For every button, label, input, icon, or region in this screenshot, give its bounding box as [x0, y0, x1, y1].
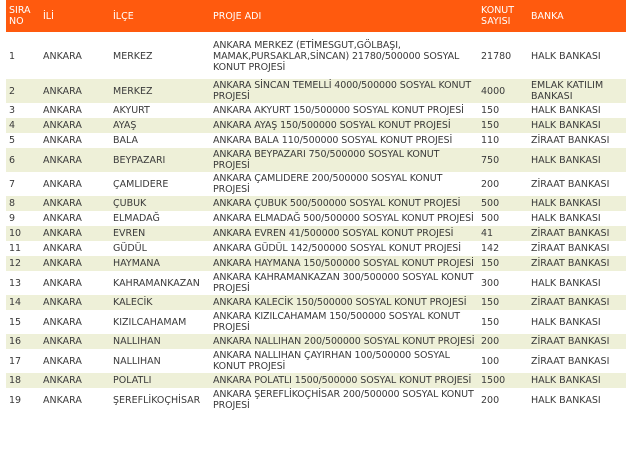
cell-ilce: MERKEZ: [110, 33, 210, 80]
cell-konut-sayisi: 41: [478, 226, 528, 241]
table-header: [6, 0, 626, 33]
cell-sira-no: 3: [6, 103, 40, 118]
cell-banka: ZİRAAT BANKASI: [528, 349, 626, 373]
table-body: [6, 33, 626, 413]
cell-proje-adi: ANKARA ŞEREFLİKOÇHİSAR 200/500000 SOSYAL KONUT PROJESİ: [210, 388, 478, 412]
cell-proje-adi: ANKARA KIZILCAHAMAM 150/500000 SOSYAL KONUT PROJESİ: [210, 310, 478, 334]
cell-banka: EMLAK KATILIM BANKASI: [528, 79, 626, 103]
cell-sira-no: 2: [6, 79, 40, 103]
cell-konut-sayisi: 750: [478, 148, 528, 172]
cell-banka: ZİRAAT BANKASI: [528, 226, 626, 241]
cell-proje-adi: ANKARA NALLIHAN ÇAYIRHAN 100/500000 SOSYAL KONUT PROJESİ: [210, 349, 478, 373]
cell-konut-sayisi: 150: [478, 118, 528, 133]
table-row: [6, 373, 626, 388]
cell-il: ANKARA: [40, 103, 110, 118]
table-row: [6, 196, 626, 211]
cell-proje-adi: ANKARA BALA 110/500000 SOSYAL KONUT PROJESİ: [210, 133, 478, 148]
cell-konut-sayisi: 200: [478, 172, 528, 196]
cell-sira-no: 11: [6, 241, 40, 256]
cell-ilce: BEYPAZARI: [110, 148, 210, 172]
cell-il: ANKARA: [40, 133, 110, 148]
table-row: [6, 334, 626, 349]
cell-banka: HALK BANKASI: [528, 388, 626, 412]
cell-konut-sayisi: 150: [478, 256, 528, 271]
cell-sira-no: 8: [6, 196, 40, 211]
table-row: [6, 241, 626, 256]
cell-il: ANKARA: [40, 211, 110, 226]
cell-il: ANKARA: [40, 148, 110, 172]
cell-proje-adi: ANKARA KALECİK 150/500000 SOSYAL KONUT PROJESİ: [210, 295, 478, 310]
cell-banka: HALK BANKASI: [528, 148, 626, 172]
cell-sira-no: 10: [6, 226, 40, 241]
cell-proje-adi: ANKARA ÇUBUK 500/500000 SOSYAL KONUT PROJESİ: [210, 196, 478, 211]
cell-il: ANKARA: [40, 295, 110, 310]
table-row: [6, 226, 626, 241]
cell-sira-no: 17: [6, 349, 40, 373]
cell-proje-adi: ANKARA GÜDÜL 142/500000 SOSYAL KONUT PROJESİ: [210, 241, 478, 256]
cell-ilce: AKYURT: [110, 103, 210, 118]
cell-konut-sayisi: 200: [478, 388, 528, 412]
cell-proje-adi: ANKARA ÇAMLIDERE 200/500000 SOSYAL KONUT PROJESİ: [210, 172, 478, 196]
cell-banka: HALK BANKASI: [528, 211, 626, 226]
cell-proje-adi: ANKARA SİNCAN TEMELLİ 4000/500000 SOSYAL KONUT PROJESİ: [210, 79, 478, 103]
cell-banka: ZİRAAT BANKASI: [528, 256, 626, 271]
cell-sira-no: 9: [6, 211, 40, 226]
cell-ilce: EVREN: [110, 226, 210, 241]
cell-banka: ZİRAAT BANKASI: [528, 133, 626, 148]
table-row: [6, 118, 626, 133]
cell-ilce: NALLIHAN: [110, 349, 210, 373]
table-row: [6, 211, 626, 226]
cell-sira-no: 12: [6, 256, 40, 271]
table-row: [6, 295, 626, 310]
cell-konut-sayisi: 4000: [478, 79, 528, 103]
cell-banka: HALK BANKASI: [528, 310, 626, 334]
header-konut-sayisi: KONUT SAYISI: [478, 0, 528, 33]
cell-sira-no: 6: [6, 148, 40, 172]
header-sira-no: SIRA NO: [6, 0, 40, 33]
cell-sira-no: 5: [6, 133, 40, 148]
cell-ilce: ÇAMLIDERE: [110, 172, 210, 196]
cell-il: ANKARA: [40, 373, 110, 388]
cell-il: ANKARA: [40, 256, 110, 271]
cell-sira-no: 16: [6, 334, 40, 349]
cell-banka: ZİRAAT BANKASI: [528, 172, 626, 196]
cell-konut-sayisi: 300: [478, 271, 528, 295]
table-row: [6, 133, 626, 148]
cell-banka: ZİRAAT BANKASI: [528, 295, 626, 310]
cell-banka: HALK BANKASI: [528, 373, 626, 388]
cell-il: ANKARA: [40, 118, 110, 133]
header-proje-adi: PROJE ADI: [210, 0, 478, 33]
cell-banka: ZİRAAT BANKASI: [528, 241, 626, 256]
header-ilce: İLÇE: [110, 0, 210, 33]
table-row: [6, 103, 626, 118]
cell-ilce: GÜDÜL: [110, 241, 210, 256]
cell-proje-adi: ANKARA NALLIHAN 200/500000 SOSYAL KONUT PROJESİ: [210, 334, 478, 349]
cell-il: ANKARA: [40, 172, 110, 196]
cell-proje-adi: ANKARA POLATLI 1500/500000 SOSYAL KONUT PROJESİ: [210, 373, 478, 388]
cell-proje-adi: ANKARA AYAŞ 150/500000 SOSYAL KONUT PROJESİ: [210, 118, 478, 133]
header-row: [6, 0, 626, 33]
table-row: [6, 172, 626, 196]
cell-konut-sayisi: 21780: [478, 33, 528, 80]
cell-ilce: KIZILCAHAMAM: [110, 310, 210, 334]
cell-proje-adi: ANKARA ELMADAĞ 500/500000 SOSYAL KONUT PROJESİ: [210, 211, 478, 226]
table-row: [6, 148, 626, 172]
cell-banka: HALK BANKASI: [528, 118, 626, 133]
cell-banka: HALK BANKASI: [528, 103, 626, 118]
cell-ilce: AYAŞ: [110, 118, 210, 133]
cell-konut-sayisi: 1500: [478, 373, 528, 388]
cell-sira-no: 18: [6, 373, 40, 388]
cell-konut-sayisi: 500: [478, 211, 528, 226]
cell-ilce: KAHRAMANKAZAN: [110, 271, 210, 295]
cell-proje-adi: ANKARA HAYMANA 150/500000 SOSYAL KONUT PROJESİ: [210, 256, 478, 271]
cell-ilce: ELMADAĞ: [110, 211, 210, 226]
cell-sira-no: 15: [6, 310, 40, 334]
cell-il: ANKARA: [40, 79, 110, 103]
cell-il: ANKARA: [40, 334, 110, 349]
cell-sira-no: 19: [6, 388, 40, 412]
cell-ilce: MERKEZ: [110, 79, 210, 103]
cell-ilce: NALLIHAN: [110, 334, 210, 349]
table-row: [6, 388, 626, 412]
table-row: [6, 256, 626, 271]
cell-il: ANKARA: [40, 388, 110, 412]
cell-konut-sayisi: 200: [478, 334, 528, 349]
cell-il: ANKARA: [40, 271, 110, 295]
table-row: [6, 310, 626, 334]
cell-konut-sayisi: 150: [478, 310, 528, 334]
housing-projects-table: [6, 0, 626, 412]
cell-il: ANKARA: [40, 196, 110, 211]
cell-banka: HALK BANKASI: [528, 196, 626, 211]
cell-il: ANKARA: [40, 349, 110, 373]
cell-ilce: POLATLI: [110, 373, 210, 388]
cell-banka: HALK BANKASI: [528, 33, 626, 80]
cell-banka: HALK BANKASI: [528, 271, 626, 295]
header-il: İLİ: [40, 0, 110, 33]
cell-konut-sayisi: 150: [478, 103, 528, 118]
table-row: [6, 271, 626, 295]
cell-ilce: ŞEREFLİKOÇHİSAR: [110, 388, 210, 412]
cell-sira-no: 4: [6, 118, 40, 133]
cell-sira-no: 14: [6, 295, 40, 310]
cell-il: ANKARA: [40, 310, 110, 334]
cell-sira-no: 1: [6, 33, 40, 80]
cell-proje-adi: ANKARA EVREN 41/500000 SOSYAL KONUT PROJESİ: [210, 226, 478, 241]
cell-il: ANKARA: [40, 226, 110, 241]
cell-sira-no: 13: [6, 271, 40, 295]
cell-proje-adi: ANKARA BEYPAZARI 750/500000 SOSYAL KONUT PROJESİ: [210, 148, 478, 172]
header-banka: BANKA: [528, 0, 626, 33]
cell-banka: ZİRAAT BANKASI: [528, 334, 626, 349]
cell-sira-no: 7: [6, 172, 40, 196]
table-row: [6, 33, 626, 80]
cell-konut-sayisi: 500: [478, 196, 528, 211]
cell-proje-adi: ANKARA MERKEZ (ETİMESGUT,GÖLBAŞI, MAMAK,PURSAKLAR,SİNCAN) 21780/500000 SOSYAL KONUT PROJESİ: [210, 33, 478, 80]
cell-konut-sayisi: 142: [478, 241, 528, 256]
cell-ilce: HAYMANA: [110, 256, 210, 271]
cell-ilce: KALECİK: [110, 295, 210, 310]
table-row: [6, 349, 626, 373]
cell-ilce: ÇUBUK: [110, 196, 210, 211]
cell-il: ANKARA: [40, 241, 110, 256]
cell-ilce: BALA: [110, 133, 210, 148]
cell-proje-adi: ANKARA AKYURT 150/500000 SOSYAL KONUT PROJESİ: [210, 103, 478, 118]
table-row: [6, 79, 626, 103]
cell-konut-sayisi: 100: [478, 349, 528, 373]
cell-il: ANKARA: [40, 33, 110, 80]
cell-konut-sayisi: 150: [478, 295, 528, 310]
cell-proje-adi: ANKARA KAHRAMANKAZAN 300/500000 SOSYAL KONUT PROJESİ: [210, 271, 478, 295]
cell-konut-sayisi: 110: [478, 133, 528, 148]
